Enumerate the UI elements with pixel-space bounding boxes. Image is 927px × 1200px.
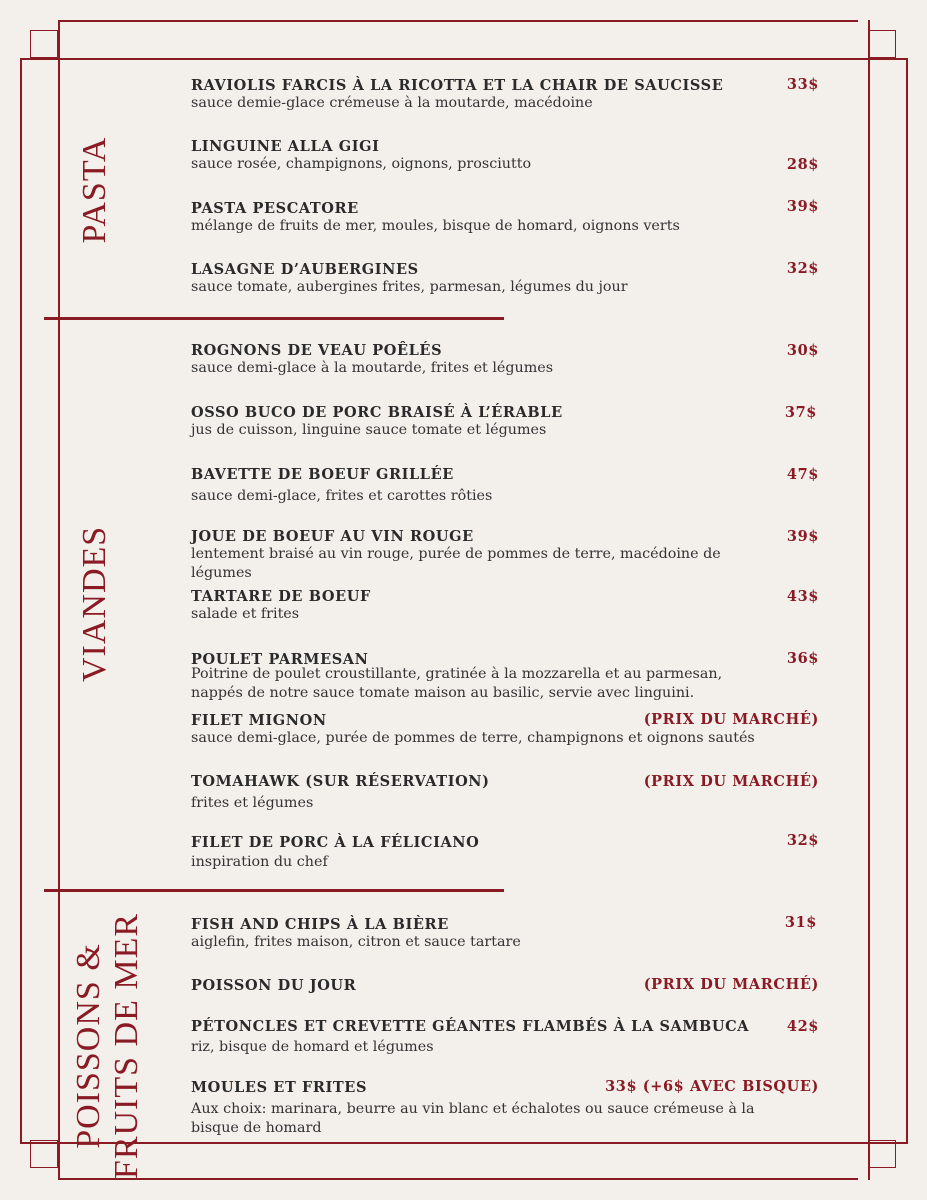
frame-bottom: [58, 1178, 858, 1180]
item-price: (PRIX DU MARCHÉ): [643, 711, 819, 728]
menu-item: [191, 138, 821, 174]
frame-inner-right: [868, 20, 870, 1180]
item-name: JOUE DE BOEUF AU VIN ROUGE: [191, 528, 474, 545]
section-title-poissons: [70, 901, 146, 1191]
item-description: sauce demi-glace à la moutarde, frites et légumes: [191, 360, 554, 376]
item-price: 28$: [786, 156, 819, 173]
menu-item: [191, 528, 771, 583]
item-description: jus de cuisson, linguine sauce tomate et légumes: [191, 422, 547, 438]
item-price: 36$: [786, 650, 819, 667]
item-price: 39$: [786, 198, 819, 215]
item-price: 32$: [786, 260, 819, 277]
section-divider: [44, 317, 504, 320]
section-title-poissons-line2: FRUITS DE MER: [108, 912, 145, 1180]
item-price: 33$ (+6$ AVEC BISQUE): [605, 1078, 819, 1095]
item-name: FILET MIGNON: [191, 712, 327, 729]
item-name: PÉTONCLES ET CREVETTE GÉANTES FLAMBÉS À LA SAMBUCA: [191, 1018, 750, 1035]
section-divider: [44, 889, 504, 892]
item-price: 47$: [786, 466, 819, 483]
menu-item: [191, 651, 776, 703]
menu-item: [191, 588, 821, 624]
item-price: (PRIX DU MARCHÉ): [643, 773, 819, 790]
item-name: RAVIOLIS FARCIS À LA RICOTTA ET LA CHAIR DE SAUCISSE: [191, 77, 724, 94]
item-price: 31$: [784, 914, 817, 931]
item-name: POISSON DU JOUR: [191, 977, 357, 994]
menu-item: [191, 834, 821, 872]
item-name: LINGUINE ALLA GIGI: [191, 138, 380, 155]
item-description: sauce tomate, aubergines frites, parmesan, légumes du jour: [191, 279, 628, 295]
item-price: 37$: [784, 404, 817, 421]
item-name: BAVETTE DE BOEUF GRILLÉE: [191, 466, 454, 483]
item-name: TARTARE DE BOEUF: [191, 588, 371, 605]
item-name: PASTA PESCATORE: [191, 200, 359, 217]
item-name: FISH AND CHIPS À LA BIÈRE: [191, 916, 449, 933]
item-description: frites et légumes: [191, 795, 314, 811]
item-name: TOMAHAWK (SUR RÉSERVATION): [191, 773, 490, 790]
frame-inner-left: [58, 20, 60, 1180]
menu-item: [191, 916, 821, 952]
item-description: salade et frites: [191, 606, 300, 622]
frame-inner-top: [20, 58, 908, 60]
item-description: riz, bisque de homard et légumes: [191, 1039, 434, 1055]
corner-ornament-bottom-left: [20, 1142, 50, 1172]
frame-left: [20, 58, 22, 1142]
item-price: 39$: [786, 528, 819, 545]
item-price: (PRIX DU MARCHÉ): [643, 976, 819, 993]
item-price: 42$: [786, 1018, 819, 1035]
item-name: MOULES ET FRITES: [191, 1079, 368, 1096]
item-price: 32$: [786, 832, 819, 849]
menu-item: [191, 404, 821, 440]
item-description: Poitrine de poulet croustillante, gratinée à la mozzarella et au parmesan, nappés de notre sauce tomate maison au basilic, servie avec linguini.: [191, 666, 723, 701]
item-description: sauce rosée, champignons, oignons, prosciutto: [191, 156, 532, 172]
item-price: 30$: [786, 342, 819, 359]
menu-item: [191, 261, 821, 297]
item-description: inspiration du chef: [191, 854, 328, 870]
frame-top: [58, 20, 858, 22]
menu-item: [191, 200, 821, 236]
corner-ornament-top-left: [20, 20, 50, 50]
section-title-poissons-line1: POISSONS &: [70, 943, 107, 1149]
menu-item: [191, 1018, 751, 1057]
section-title-viandes: VIANDES: [76, 525, 113, 682]
item-description: mélange de fruits de mer, moules, bisque de homard, oignons verts: [191, 218, 680, 234]
section-title-pasta: PASTA: [76, 136, 113, 244]
item-description: Aux choix: marinara, beurre au vin blanc et échalotes ou sauce crémeuse à la bisque de homard: [191, 1101, 755, 1136]
frame-inner-bottom: [20, 1142, 908, 1144]
frame-right: [906, 58, 908, 1142]
corner-ornament-top-right: [869, 20, 899, 50]
menu-item: [191, 77, 821, 113]
item-name: FILET DE PORC À LA FÉLICIANO: [191, 834, 480, 851]
item-name: ROGNONS DE VEAU POÊLÉS: [191, 342, 443, 359]
corner-ornament-bottom-right: [869, 1142, 899, 1172]
item-name: OSSO BUCO DE PORC BRAISÉ À L’ÉRABLE: [191, 404, 563, 421]
item-description: lentement braisé au vin rouge, purée de pommes de terre, macédoine de légumes: [191, 546, 721, 581]
item-description: aiglefin, frites maison, citron et sauce tartare: [191, 934, 521, 950]
item-description: sauce demi-glace, frites et carottes rôties: [191, 488, 493, 504]
item-description: sauce demie-glace crémeuse à la moutarde, macédoine: [191, 95, 593, 111]
item-price: 43$: [786, 588, 819, 605]
menu-item: [191, 342, 821, 378]
menu-item: [191, 466, 821, 506]
item-name: LASAGNE D’AUBERGINES: [191, 261, 419, 278]
item-name: POULET PARMESAN: [191, 651, 369, 668]
item-price: 33$: [786, 76, 819, 93]
item-description: sauce demi-glace, purée de pommes de terre, champignons et oignons sautés: [191, 730, 755, 746]
